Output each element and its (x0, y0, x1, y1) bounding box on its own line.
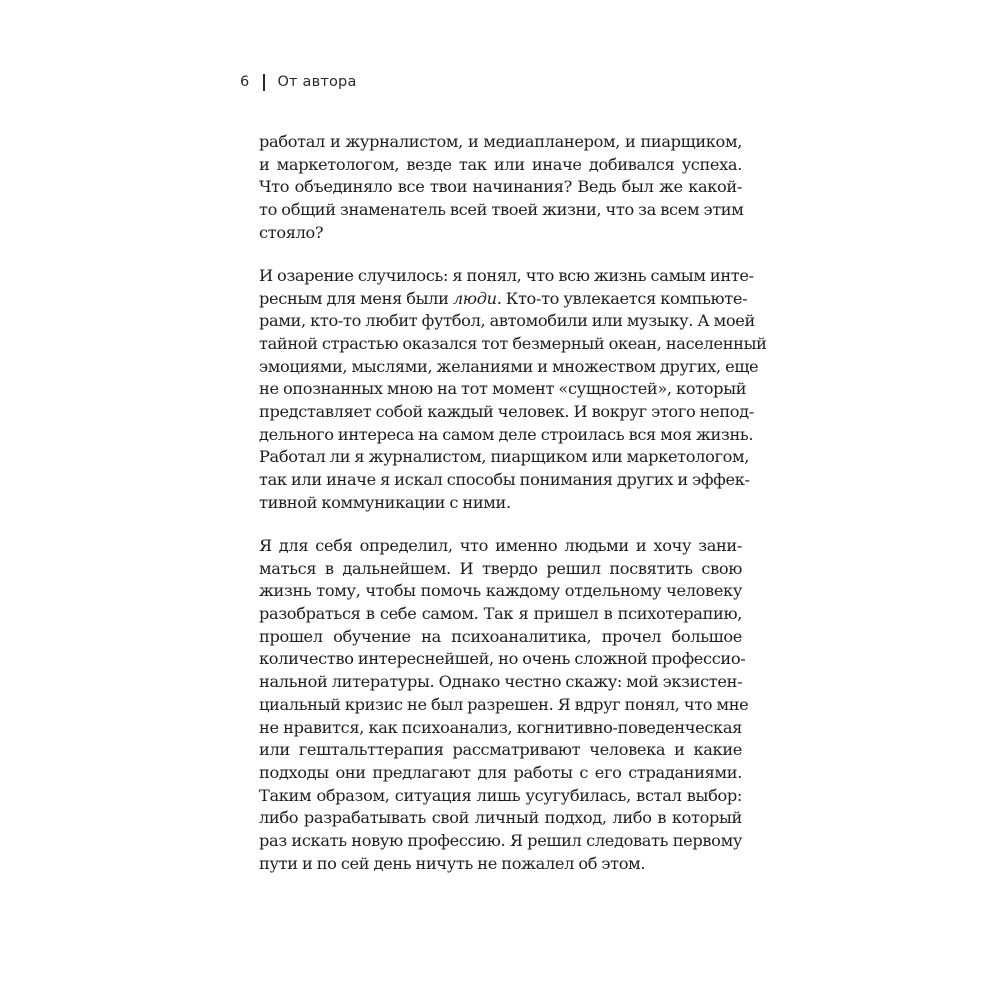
text-line: Я для себя определил, что именно людьми и хочу зани- (259, 536, 742, 555)
paragraph-3 (259, 535, 749, 875)
paragraph-1 (259, 131, 742, 244)
text-line: стояло? (259, 222, 324, 242)
header-divider (263, 74, 265, 91)
text-line: представляет собой каждый человек. И вокруг этого непод- (259, 402, 754, 422)
text-line: тайной страстью оказался тот безмерный океан, населенный (259, 334, 767, 353)
text-line: разобраться в себе самом. Так я пришел в психотерапию, (259, 604, 742, 624)
text-line: Работал ли я журналистом, пиарщиком или маркетологом, (259, 447, 750, 467)
text-line: Таким образом, ситуация лишь усугубилась, встал выбор: (259, 785, 742, 805)
text-line: количество интереснейшей, но очень сложной профессио- (259, 649, 746, 669)
text-line: и маркетологом, везде так или иначе добивался успеха. (259, 154, 742, 174)
emphasized-word: люди (452, 288, 497, 308)
text-line: не опознанных мною на тот момент «сущностей», который (259, 379, 747, 399)
text-line: подходы они предлагают для работы с его страданиями. (259, 762, 742, 782)
text-line-with-emphasis (259, 288, 748, 311)
text-line: пути и по сей день ничуть не пожалел об этом. (259, 853, 646, 873)
text-line: раз искать новую профессию. Я решил следовать первому (259, 830, 742, 850)
paragraph-2 (259, 265, 767, 515)
text-line: эмоциями, мыслями, желаниями и множеством других, еще (259, 356, 759, 376)
text-fragment: ресным для меня были (259, 288, 453, 308)
running-header (240, 70, 357, 94)
text-line: работал и журналистом, и медиапланером, и пиарщиком, (259, 132, 742, 151)
section-title: От автора (277, 74, 357, 90)
text-line: прошел обучение на психоаналитика, прочел большое (259, 626, 742, 646)
text-line: или гештальттерапия рассматривают человека и какие (259, 740, 742, 760)
text-fragment: . Кто-то увлекается компьюте- (496, 288, 748, 308)
text-line: И озарение случилось: я понял, что всю жизнь самым инте- (259, 265, 754, 285)
text-line: нальной литературы. Однако честно скажу: мой экзистен- (259, 672, 743, 692)
text-line: Что объединяло все твои начинания? Ведь был же какой- (259, 177, 742, 197)
text-line: жизнь тому, чтобы помочь каждому отдельному человеку (259, 581, 742, 601)
text-line: тивной коммуникации с ними. (259, 492, 511, 512)
text-line: либо разрабатывать свой личный подход, либо в который (259, 808, 742, 828)
text-line: дельного интереса на самом деле строилась вся моя жизнь. (259, 424, 754, 444)
text-line: рами, кто-то любит футбол, автомобили или музыку. А моей (259, 311, 755, 331)
body-text (259, 131, 767, 875)
text-line: не нравится, как психоанализ, когнитивно-поведенческая (259, 717, 742, 737)
text-line: то общий знаменатель всей твоей жизни, что за всем этим (259, 200, 744, 220)
text-line: так или иначе я искал способы понимания других и эффек- (259, 470, 750, 490)
text-line: маться в дальнейшем. И твердо решил посвятить свою (259, 558, 742, 578)
text-line: циальный кризис не был разрешен. Я вдруг понял, что мне (259, 694, 749, 714)
page-number: 6 (240, 74, 250, 90)
